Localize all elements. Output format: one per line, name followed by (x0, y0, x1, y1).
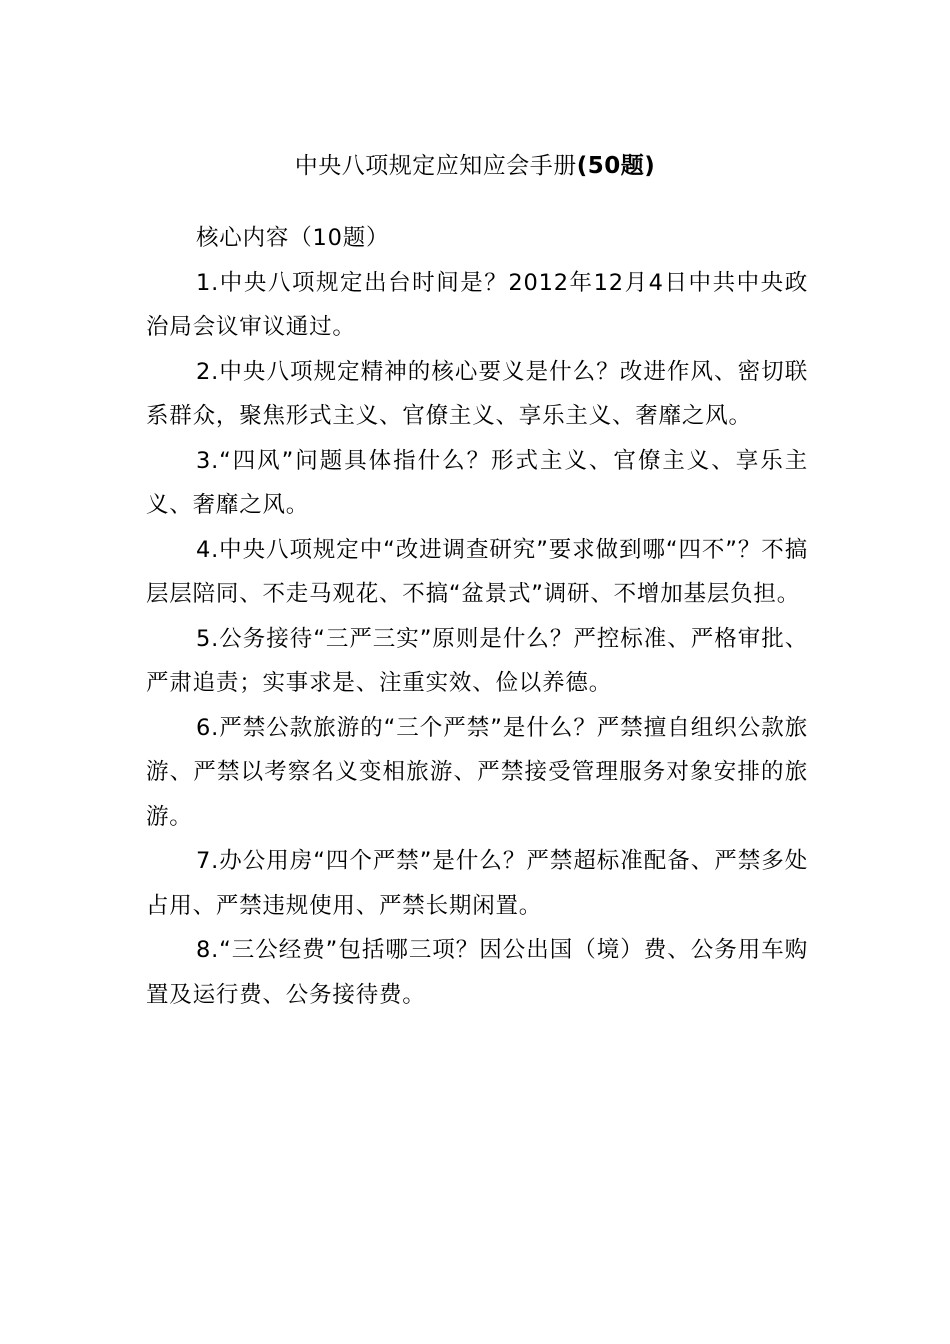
section-heading: 核心内容（10题） (196, 225, 390, 251)
question-paragraph: 3.“四风”问题具体指什么？形式主义、官僚主义、享乐主义、奢靡之风。 (146, 447, 808, 518)
document-title (0, 146, 950, 186)
question-paragraph: 6.严禁公款旅游的“三个严禁”是什么？严禁擅自组织公款旅游、严禁以考察名义变相旅游、严禁接受管理服务对象安排的旅游。 (146, 714, 808, 830)
document-title-count: (50题) (576, 153, 656, 179)
question-paragraph: 5.公务接待“三严三实”原则是什么？严控标准、严格审批、严肃追责；实事求是、注重实效、俭以养德。 (146, 625, 808, 696)
question-paragraph: 2.中央八项规定精神的核心要义是什么？改进作风、密切联系群众，聚焦形式主义、官僚主义、享乐主义、奢靡之风。 (146, 358, 808, 429)
question-paragraph: 1.中央八项规定出台时间是？2012年12月4日中共中央政治局会议审议通过。 (146, 269, 808, 340)
document-body (146, 216, 808, 1017)
question-paragraph: 8.“三公经费”包括哪三项？因公出国（境）费、公务用车购置及运行费、公务接待费。 (146, 937, 808, 1008)
document-title-main: 中央八项规定应知应会手册 (294, 153, 577, 179)
question-paragraph: 7.办公用房“四个严禁”是什么？严禁超标准配备、严禁多处占用、严禁违规使用、严禁长期闲置。 (146, 848, 808, 919)
question-paragraph: 4.中央八项规定中“改进调查研究”要求做到哪“四不”？不搞层层陪同、不走马观花、不搞“盆景式”调研、不增加基层负担。 (146, 536, 808, 607)
